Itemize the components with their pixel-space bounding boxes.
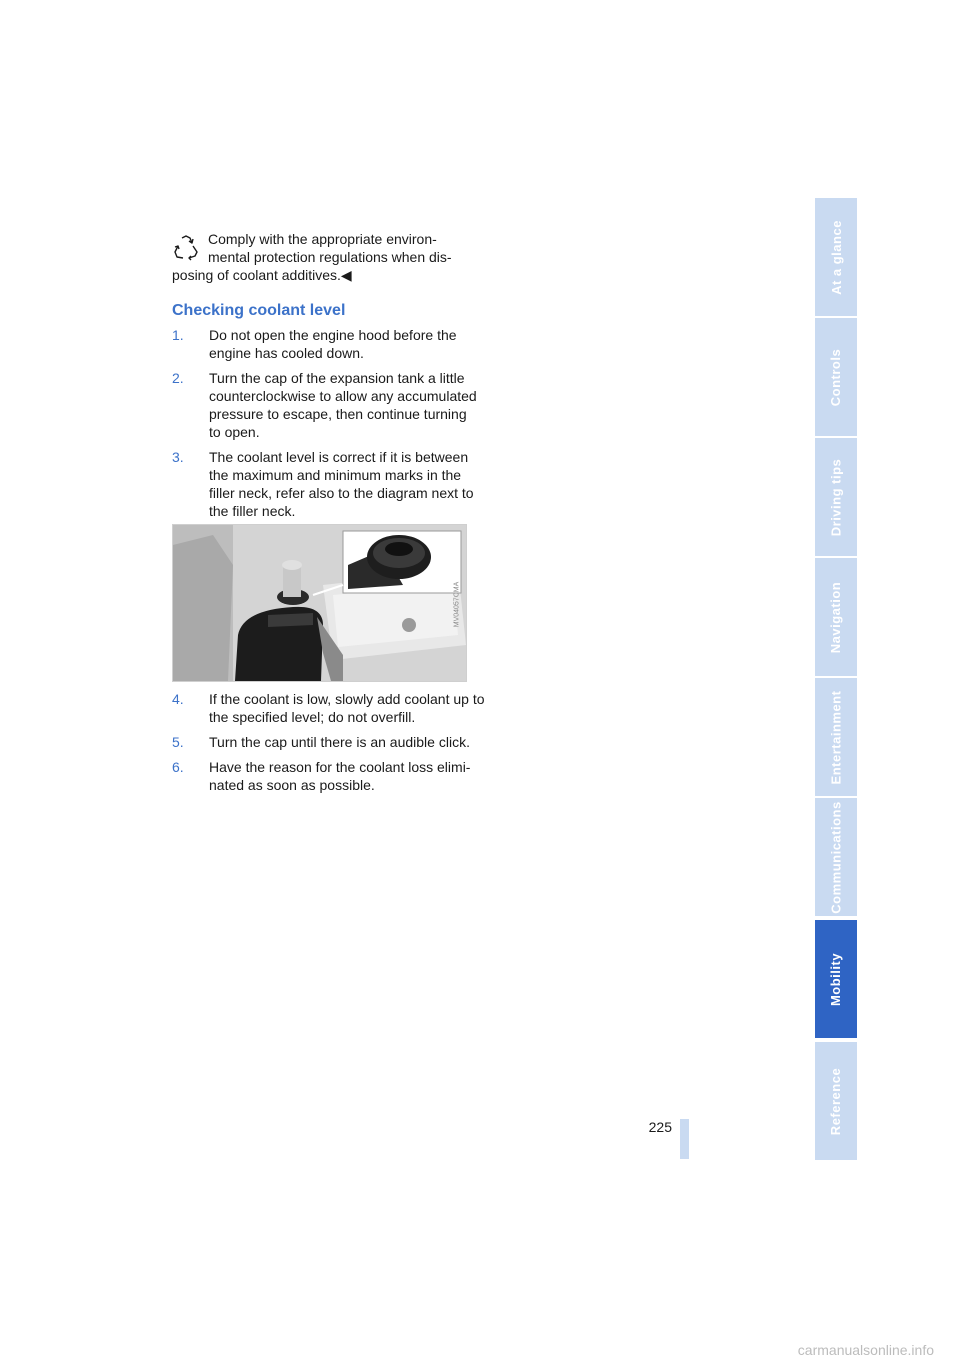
step-list-2 bbox=[172, 690, 485, 801]
engine-illustration bbox=[173, 525, 466, 681]
tab-reference[interactable] bbox=[815, 1042, 857, 1160]
tab-mobility[interactable] bbox=[815, 920, 857, 1038]
step-text: the specified level; do not overfill. bbox=[209, 709, 416, 725]
tab-label: At a glance bbox=[828, 219, 844, 295]
step-number: 3. bbox=[172, 449, 184, 465]
step-list-1 bbox=[172, 326, 477, 527]
step-number: 4. bbox=[172, 691, 184, 707]
step-text: Turn the cap of the expansion tank a little bbox=[209, 370, 465, 386]
page-number: 225 bbox=[648, 1119, 672, 1135]
step-number: 2. bbox=[172, 370, 184, 386]
tab-entertainment[interactable] bbox=[815, 678, 857, 796]
list-item bbox=[172, 448, 472, 520]
tab-label: Communications bbox=[828, 800, 844, 914]
section-heading: Checking coolant level bbox=[172, 302, 346, 319]
footer bbox=[0, 1342, 960, 1358]
list-item bbox=[172, 758, 472, 794]
step-text: filler neck, refer also to the diagram next to bbox=[209, 485, 474, 501]
list-item bbox=[172, 733, 472, 751]
step-text: the filler neck. bbox=[209, 503, 296, 519]
tab-communications[interactable] bbox=[815, 798, 857, 916]
tab-label: Entertainment bbox=[828, 690, 844, 784]
tab-label: Reference bbox=[828, 1067, 844, 1135]
chapter-tabs bbox=[815, 198, 857, 1160]
step-text: Turn the cap until there is an audible click. bbox=[209, 734, 470, 750]
list-item bbox=[172, 690, 485, 726]
environment-note bbox=[172, 230, 472, 284]
step-number: 1. bbox=[172, 327, 184, 343]
list-item bbox=[172, 369, 477, 441]
note-line-1: Comply with the appropriate environ- bbox=[208, 231, 437, 247]
step-text: Have the reason for the coolant loss elimi- bbox=[209, 759, 471, 775]
tab-navigation[interactable] bbox=[815, 558, 857, 676]
step-text: pressure to escape, then continue turning bbox=[209, 406, 467, 422]
note-line-2: mental protection regulations when dis- bbox=[208, 249, 452, 265]
note-line-3: posing of coolant additives.◀ bbox=[172, 267, 352, 283]
image-code: MV04057CMA bbox=[453, 581, 461, 628]
step-number: 5. bbox=[172, 734, 184, 750]
step-text: to open. bbox=[209, 424, 260, 440]
engine-bay-photo bbox=[172, 524, 467, 682]
tab-label: Driving tips bbox=[828, 458, 844, 536]
step-text: counterclockwise to allow any accumulated bbox=[209, 388, 477, 404]
step-text: Do not open the engine hood before the bbox=[209, 327, 457, 343]
tab-label: Mobility bbox=[828, 952, 844, 1006]
step-text: If the coolant is low, slowly add coolant up to bbox=[209, 691, 485, 707]
step-text: nated as soon as possible. bbox=[209, 777, 375, 793]
step-text: The coolant level is correct if it is between bbox=[209, 449, 469, 465]
tab-driving-tips[interactable] bbox=[815, 438, 857, 556]
tab-label: Navigation bbox=[828, 581, 844, 653]
tab-label: Controls bbox=[828, 348, 844, 406]
list-item bbox=[172, 326, 472, 362]
tab-at-a-glance[interactable] bbox=[815, 198, 857, 316]
tab-controls[interactable] bbox=[815, 318, 857, 436]
step-number: 6. bbox=[172, 759, 184, 775]
page-marker-bar bbox=[680, 1119, 689, 1159]
footer-watermark[interactable]: carmanualsonline.info bbox=[797, 1342, 934, 1358]
step-text: the maximum and minimum marks in the bbox=[209, 467, 462, 483]
step-text: engine has cooled down. bbox=[209, 345, 364, 361]
